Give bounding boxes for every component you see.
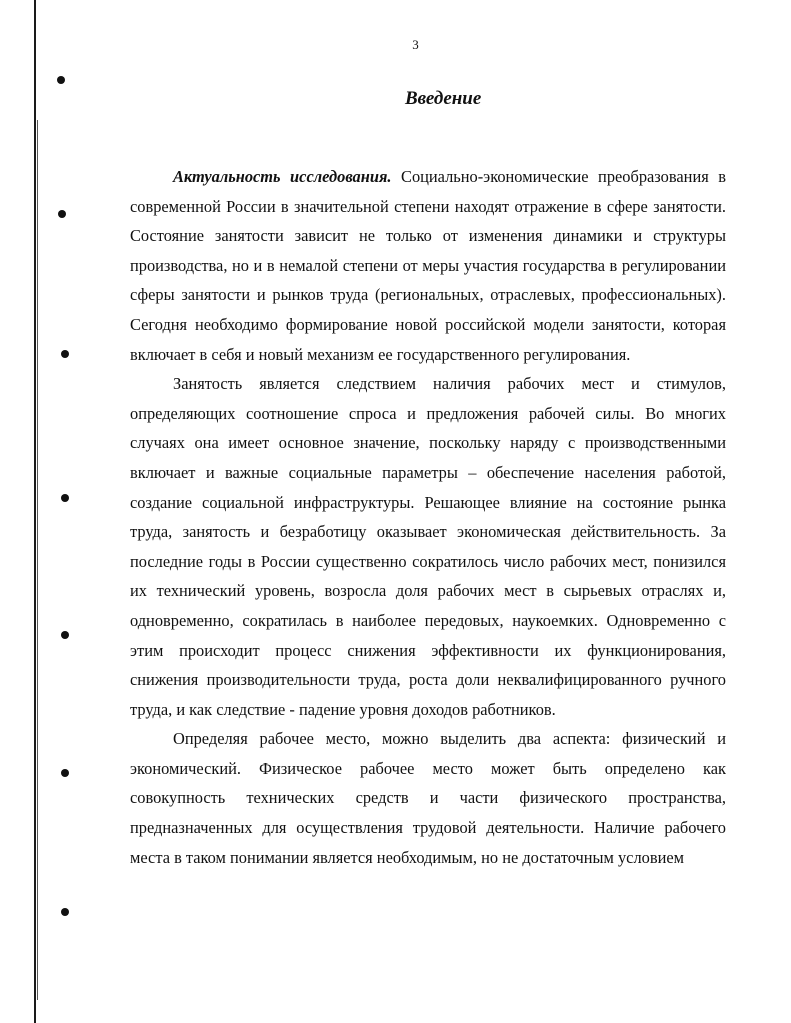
punch-hole — [57, 76, 65, 84]
page-number: 3 — [412, 37, 419, 52]
body-text — [130, 162, 726, 872]
paragraph-lead: Актуальность исследования. — [173, 167, 392, 186]
punch-hole — [61, 908, 69, 916]
section-title: Введение — [405, 88, 482, 109]
punch-hole — [61, 494, 69, 502]
paragraph-relevance — [130, 162, 726, 369]
paragraph-text: Социально-экономические преобразования в современной России в значительной степени находят отражение в сфере занятости. Состояние занятости зависит не только от изменения динамики и структуры производства, но и в немалой степени от меры участия государства в регулировании сферы занятости и рынков труда (региональных, отраслевых, профессиональных). Сегодня необходимо формирование новой российской модели занятости, которая включает в себя и новый механизм ее государственного регулирования. — [130, 167, 727, 364]
paragraph-workplace: Определяя рабочее место, можно выделить два аспекта: физический и экономический. Физическое рабочее место может быть определено как совокупность технических средств и части физического пространства, предназначенных для осуществления трудовой деятельности. Наличие рабочего места в таком понимании является необходимым, но не достаточным условием — [130, 729, 726, 867]
binding-edge-line — [34, 0, 36, 1023]
paragraph-employment: Занятость является следствием наличия рабочих мест и стимулов, определяющих соотношение спроса и предложения рабочей силы. Во многих случаях она имеет основное значение, поскольку наряду с производственными включает и важные социальные параметры – обеспечение населения работой, создание социальной инфраструктуры. Решающее влияние на состояние рынка труда, занятость и безработицу оказывает экономическая действительность. За последние годы в России существенно сократилось число рабочих мест, понизился их технический уровень, возросла доля рабочих мест в сырьевых отраслях и, одновременно, сократилась в наиболее передовых, наукоемких. Одновременно с этим происходит процесс снижения эффективности их функционирования, снижения производительности труда, роста доли неквалифицированного ручного труда, и как следствие - падение уровня доходов работников. — [130, 374, 726, 719]
punch-hole — [61, 631, 69, 639]
binding-edge-line-inner — [37, 120, 38, 1000]
punch-hole — [61, 769, 69, 777]
punch-hole — [61, 350, 69, 358]
punch-hole — [58, 210, 66, 218]
